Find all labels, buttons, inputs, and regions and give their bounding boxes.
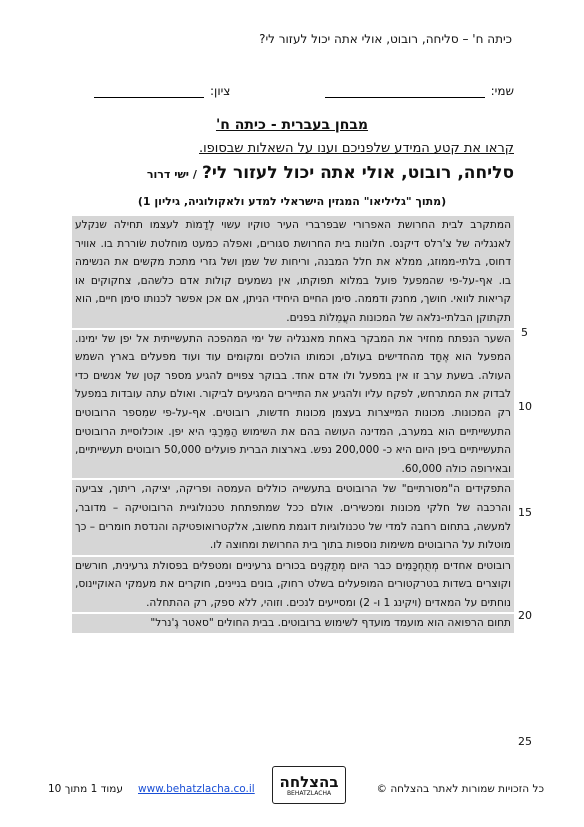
article-title: סליחה, רובוט, אולי אתה יכול לעזור לי? bbox=[201, 163, 514, 183]
page-number: עמוד 1 מתוך 10 bbox=[48, 783, 123, 795]
site-link[interactable]: www.behatzlacha.co.il bbox=[138, 783, 255, 795]
article-heading bbox=[82, 163, 514, 183]
exam-title: מבחן בעברית - כיתה ח' bbox=[215, 117, 369, 133]
logo-text: בהצלחה bbox=[279, 772, 339, 791]
grade-label: ציון: bbox=[210, 84, 231, 98]
name-field bbox=[325, 84, 514, 98]
line-number: 15 bbox=[518, 506, 532, 519]
grade-blank[interactable] bbox=[94, 85, 204, 98]
student-fields bbox=[40, 84, 514, 104]
line-number: 10 bbox=[518, 400, 532, 413]
reading-passage bbox=[72, 216, 514, 796]
line-number: 20 bbox=[518, 609, 532, 622]
logo-subtext: BEHATZLACHA bbox=[286, 789, 332, 797]
paragraph: התפקידים ה"מסורתיים" של הרובוטים בתעשייה כוללים העמסה ופריקה, יציקה, ריתוך, צביעה והרכבה של חלקי מכונות ומכשירים. אולם ככל שמתפתחת טכנולוגיית הרובוטיקה – מדובר, למעשה, בתחום רחבה למדי של טכנולוגיות דוגמת מחשוב, אלקטרואופטיקה והנדסת חומרים – כך מוטלות על הרובוטים משימות נוספות בתוך בית החרושת ומחוצה לו. bbox=[72, 480, 514, 554]
page-header: כיתה ח' – סליחה, רובוט, אולי אתה יכול לעזור לי? bbox=[259, 32, 512, 46]
paragraph: השער הנפתח מחזיר את המבקר באחת מאנגליה של ימי המהפכה התעשייתית אל יפן של ימינו. המפעל הוא אֶחָד מהחדישים בעולם, וכמותו הולכים ומקומים עוד ועוד מפעלים בארץ השמש העולה. בשעת ערב זו אין במפעל ולו אדם אחד. בבוקר צפויים להגיע מספר קטן של אנשים כדי לבדוק את המתרחש, לפקח עליו ולהגיע את התיירים המגיעים לביקור. ואולם עתה עובדות במפעל רק המכונות. מכונות המייצרות בעצמן מכונות חדשות, רובוטים. אף-על-פי שמִספר הרובוטים התעשייתיים הוא במערב, המדינה העושה בהם את השימוש הַמֵּרַבִּי היא יפן. אוכלוסיית הרובוטים התעשייתיים ביפן היום היא כ- 200,000 נפש. בארצות הברית פועלים 50,000 רובוטים תעשייתיים, ובאירופה כולה 60,000. bbox=[72, 330, 514, 479]
line-number: 25 bbox=[518, 735, 532, 748]
name-label: שמי: bbox=[490, 84, 514, 98]
copyright-text: כל הזכויות שמורות לאתר בהצלחה © bbox=[376, 783, 544, 795]
instructions: קראו את קטע המידע שלפניכם וענו על השאלות שבסופו. bbox=[199, 141, 514, 156]
behatzlacha-logo bbox=[272, 766, 346, 804]
paragraph: רובוטים אחדים מְתֻחְכָּמִים כבר היום מְתַקְּנִים בכורים גרעיניים ומטפלים בפסולת גרעינית, חורשים וקוצרים בשדות בטרקטורים המופעלים בשלט רחוק, בונים בניינים, חוקרים את מעמקי האוקיינוס, נוחתים על המאדים (ויקינג 1 ו- 2) ומסייעים לנכים. וזוהי, ללא ספק, רק ההתחלה. bbox=[72, 557, 514, 613]
page-footer bbox=[40, 766, 544, 806]
line-number: 5 bbox=[521, 326, 528, 339]
paragraph: המתקרב לבית החרושת האפרורי שבפרברי העיר טוקיו עשוי לְדַמוֹת לעצמו תחילה שנקלע לאנגליה של צ'רלס דיקנס. חלונות בית החרושת סגורים, ואפלה כמעט מוחלטת שׂוררת בו. אוויר דחוס, בלתי-ממוזג, ממלא את חלל המבנה, וריחות של שמן ושל גזרי מתכת מקשים את הנשימה בו. אף-על-פי שהמפעל פועל במלוא תפוקתו, אין נשמעים קולות אדם כלשהם, צחקוקים או קריאות לוואי. חושך, מחנק ודממה. סימן החיים היחידי הניתן, אם אכן אפשר לכנותו סימן חיים, הוא תקתוקן הבלתי-נלאה של המכונות העֲמֵלוֹת בפנים. bbox=[72, 216, 514, 328]
grade-field bbox=[94, 84, 230, 98]
article-author: / ישי דרור bbox=[146, 168, 197, 181]
name-blank[interactable] bbox=[325, 85, 485, 98]
article-source: (מתוך "גליליאו" המגזין הישראלי למדע ולאקולוגיה, גיליון 1) bbox=[137, 195, 447, 208]
paragraph: תחום הרפואה הוא מועמד מועדף לשימוש ברובוטים. בבית החולים "סאטר גֶ'נרל" bbox=[72, 614, 514, 633]
